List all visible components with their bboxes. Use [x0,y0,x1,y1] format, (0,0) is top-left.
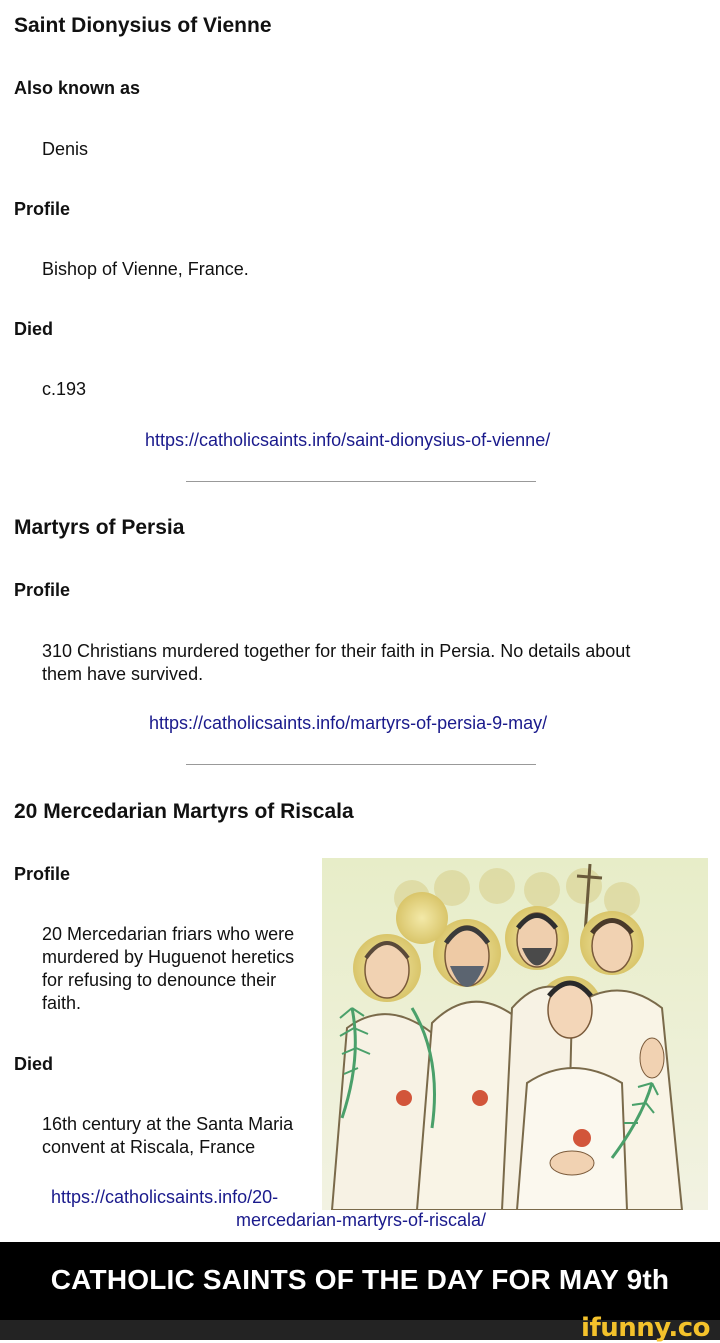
ifunny-watermark: ifunny.co [581,1313,710,1343]
died-text: c.193 [42,379,87,399]
died-text-line: 16th century at the Santa Maria [42,1114,294,1134]
profile-label: Profile [14,199,71,219]
caption-title: CATHOLIC SAINTS OF THE DAY FOR MAY 9th [50,1264,670,1295]
divider [186,481,536,482]
divider [186,764,536,765]
profile-text-line: 20 Mercedarian friars who were [42,924,295,944]
also-known-as-value: Denis [42,139,89,159]
persia-link[interactable]: https://catholicsaints.info/martyrs-of-persia-9-may/ [149,713,548,733]
died-label: Died [14,319,54,339]
profile-label: Profile [14,864,71,884]
died-text-line: convent at Riscala, France [42,1137,256,1157]
profile-text-line: them have survived. [42,664,204,684]
died-text [42,1113,293,1159]
riscala-link-line1[interactable]: https://catholicsaints.info/20- [51,1187,279,1207]
profile-text-line: murdered by Huguenot heretics [42,947,295,967]
profile-text-line: 310 Christians murdered together for their faith in Persia. No details about [42,641,631,661]
riscala-link-line2[interactable]: mercedarian-martyrs-of-riscala/ [236,1210,487,1230]
died-label: Died [14,1054,54,1074]
also-known-as-label: Also known as [14,78,141,98]
footer-bar [0,1313,720,1343]
profile-text [42,640,630,686]
profile-text: Bishop of Vienne, France. [42,259,249,279]
saint-dionysius-title: Saint Dionysius of Vienne [14,14,272,37]
profile-text [42,923,294,1015]
martyrs-of-persia-title: Martyrs of Persia [14,516,185,539]
profile-text-line: for refusing to denounce their [42,970,277,990]
profile-text-line: faith. [42,993,82,1013]
caption-banner [0,1242,720,1320]
mercedarian-friars-illustration [322,858,708,1210]
profile-label: Profile [14,580,71,600]
mercedarian-martyrs-title: 20 Mercedarian Martyrs of Riscala [14,800,354,823]
dionysius-link[interactable]: https://catholicsaints.info/saint-dionysius-of-vienne/ [145,430,551,450]
